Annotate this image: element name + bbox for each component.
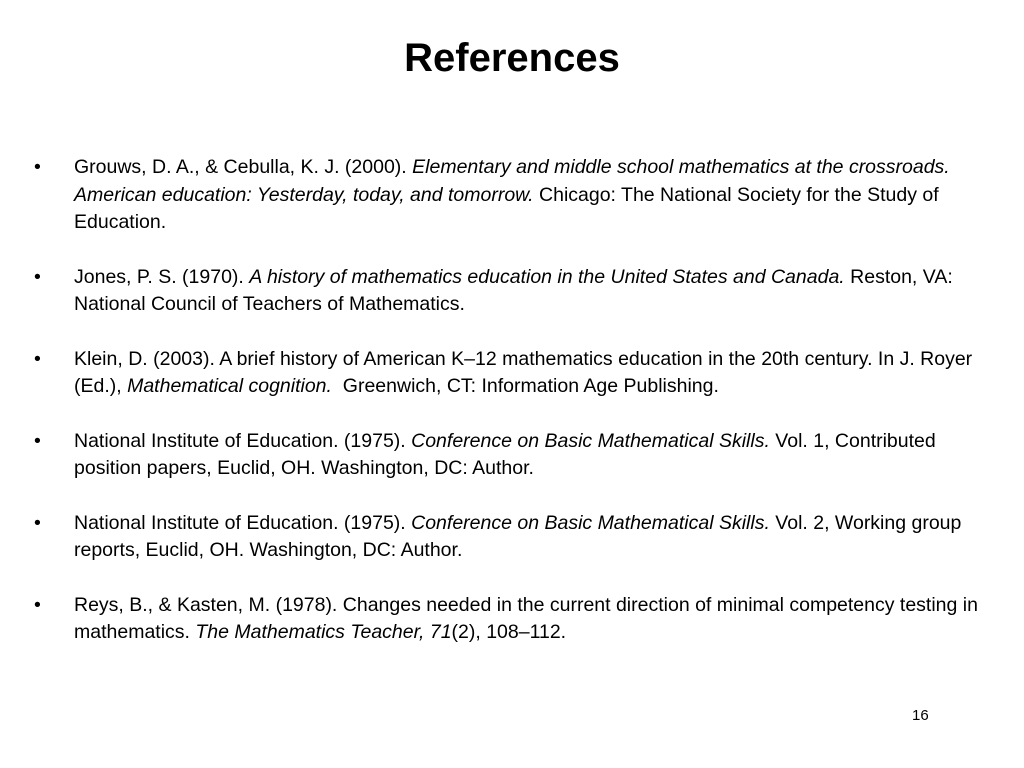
bullet-icon: • [34, 429, 41, 452]
reference-item [34, 264, 994, 319]
reference-text: Greenwich, CT: Information Age Publishing. [331, 375, 719, 397]
page-number: 16 [912, 707, 929, 724]
bullet-icon: • [34, 511, 41, 534]
reference-text: Vol. 1, Contributed position papers, Euclid, OH. Washington, DC: Author. [74, 429, 936, 479]
reference-text: Reston, VA: National Council of Teachers of Mathematics. [74, 265, 953, 315]
reference-text: Jones, P. S. (1970). [74, 265, 250, 288]
reference-text: (2), 108–112. [451, 621, 567, 643]
reference-text: National Institute of Education. (1975). [74, 511, 412, 534]
bullet-icon: • [34, 347, 41, 370]
reference-item [34, 346, 994, 401]
reference-title: A history of mathematics education in the United States and Canada. [249, 265, 845, 288]
slide-title: References [404, 36, 620, 80]
reference-title: Conference on Basic Mathematical Skills. [411, 511, 770, 534]
reference-item [34, 510, 994, 565]
bullet-icon: • [34, 593, 41, 616]
bullet-icon: • [34, 265, 41, 288]
reference-text: Vol. 2, Working group reports, Euclid, OH. Washington, DC: Author. [74, 511, 962, 561]
reference-item [34, 154, 994, 237]
bullet-icon: • [34, 156, 41, 178]
reference-text: Reys, B., & Kasten, M. (1978). Changes needed in the current direction of minimal competency testing in mathematics. [74, 593, 978, 643]
reference-title: Mathematical cognition. [127, 375, 332, 397]
reference-title: Elementary and middle school mathematics at the crossroads. American education: Yesterday, today, and tomorrow. [74, 156, 950, 206]
reference-text: Grouws, D. A., & Cebulla, K. J. (2000). [74, 156, 413, 178]
reference-text: National Institute of Education. (1975). [74, 429, 412, 452]
reference-title: Conference on Basic Mathematical Skills. [411, 429, 770, 452]
reference-item [34, 428, 994, 483]
reference-text: Klein, D. (2003). A brief history of American K–12 mathematics education in the 20th century. In J. Royer (Ed.), [74, 347, 973, 397]
reference-item [34, 592, 994, 647]
reference-text: Chicago: The National Society for the Study of Education. [74, 183, 939, 233]
reference-title: The Mathematics Teacher, 71 [195, 621, 452, 643]
reference-list [34, 154, 994, 674]
